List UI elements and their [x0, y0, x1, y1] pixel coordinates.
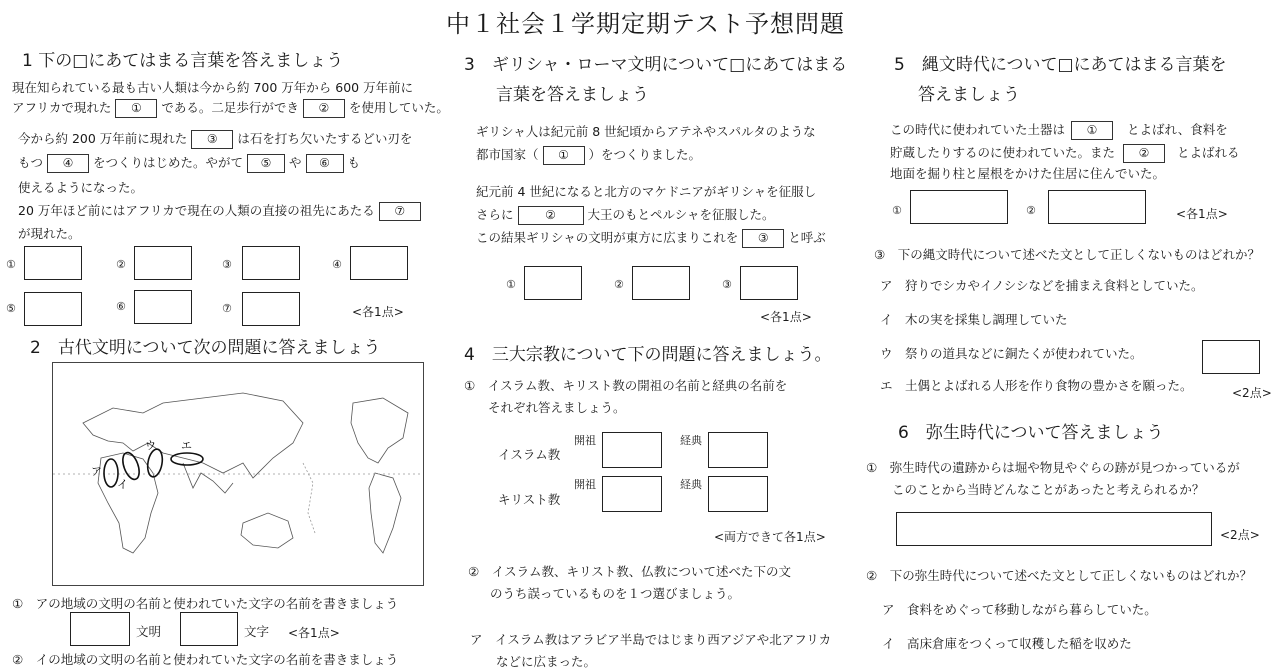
q5-p3: 地面を掘り柱と屋根をかけた住居に住んでいた。 [890, 166, 1166, 181]
q4-a1a: ア イスラム教はアラビア半島ではじまり西アジアや北アフリカ [470, 632, 832, 647]
answer-box-1[interactable] [24, 246, 82, 280]
q2-sub2: ② イの地域の文明の名前と使われていた文字の名前を書きましょう [12, 652, 399, 667]
blank-6: ⑥ [306, 154, 344, 173]
q3-p1b: 都市国家（ ① ）をつくりました。 [476, 145, 701, 165]
script-label: 文字 [244, 624, 270, 639]
world-map [52, 362, 424, 586]
q1-heading: 1 下の□にあてはまる言葉を答えましょう [22, 51, 344, 71]
q5-points-2: <2点> [1232, 386, 1272, 400]
ans-label-3: ③ [222, 258, 232, 271]
q5-heading-1: 5 縄文時代について□にあてはまる言葉を [894, 55, 1227, 75]
blank-7: ⑦ [379, 202, 421, 221]
answer-box-2[interactable] [134, 246, 192, 280]
q5-opt-e: エ 土偶とよばれる人形を作り食物の豊かさを願った。 [880, 378, 1193, 393]
answer-box-7[interactable] [242, 292, 300, 326]
q1-line6: 20 万年ほど前にはアフリカで現在の人類の直接の祖先にあたる ⑦ [18, 201, 425, 221]
blank-2: ② [303, 99, 345, 118]
q4-s2b: のうち誤っているものを１つ選びましょう。 [490, 586, 741, 601]
q3-points: <各1点> [760, 310, 812, 324]
q3-heading-1: 3 ギリシャ・ローマ文明について□にあてはまる [464, 55, 848, 75]
q6-s1b: このことから当時どんなことがあったと考えられるか？ [892, 482, 1205, 497]
blank-4: ④ [47, 154, 89, 173]
q1-line5: 使えるようになった。 [18, 180, 144, 195]
q3-blank-3: ③ [742, 229, 784, 248]
q4-points: <両方できて各1点> [714, 530, 826, 544]
q1-line3: 今から約 200 万年前に現れた ③ は石を打ち欠いたするどい刃を [18, 129, 412, 149]
q3-p2b: さらに ② 大王のもとペルシャを征服した。 [476, 205, 774, 225]
ans-label-1: ① [6, 258, 16, 271]
islam-scripture-box[interactable] [708, 432, 768, 468]
q5-opt-a: ア 狩りでシカやイノシシなどを捕まえ食料としていた。 [880, 278, 1204, 293]
q6-answer-box-1[interactable] [896, 512, 1212, 546]
q1-line2: アフリカで現れた ① である。二足歩行ができ ② を使用していた。 [12, 98, 449, 118]
blank-5: ⑤ [247, 154, 285, 173]
q6-heading: 6 弥生時代について答えましょう [898, 423, 1164, 443]
q3-ans-label-2: ② [614, 278, 624, 291]
q6-opt-a: ア 食料をめぐって移動しながら暮らしていた。 [882, 602, 1157, 617]
q5-p1: この時代に使われていた土器は ① とよばれ、食料を [890, 120, 1228, 140]
script-name-box[interactable] [180, 612, 238, 646]
ans-label-6: ⑥ [116, 300, 126, 313]
ans-label-2: ② [116, 258, 126, 271]
blank-1: ① [115, 99, 157, 118]
q6-s1a: ① 弥生時代の遺跡からは堀や物見やぐらの跡が見つかっているが [866, 460, 1240, 475]
q2-heading: 2 古代文明について次の問題に答えましょう [30, 338, 381, 358]
q1-line4: もつ ④ をつくりはじめた。やがて ⑤ や ⑥ も [18, 153, 360, 173]
q3-p2a: 紀元前 4 世紀になると北方のマケドニアがギリシャを征服し [476, 184, 817, 199]
civ-name-box[interactable] [70, 612, 130, 646]
islam-label: イスラム教 [498, 447, 561, 462]
map-label-e: エ [181, 439, 192, 452]
q3-blank-1: ① [543, 146, 585, 165]
q3-blank-2: ② [518, 206, 584, 225]
q6-opt-i: イ 高床倉庫をつくって収穫した稲を収めた [882, 636, 1132, 651]
civ-label: 文明 [136, 624, 162, 639]
world-map-image [53, 363, 423, 585]
q5-points: <各1点> [1176, 207, 1228, 221]
q5-opt-i: イ 木の実を採集し調理していた [880, 312, 1068, 327]
answer-box-4[interactable] [350, 246, 408, 280]
q5-answer-box-3[interactable] [1202, 340, 1260, 374]
q5-s3: ③ 下の縄文時代について述べた文として正しくないものはどれか？ [874, 247, 1260, 262]
q4-s1b: それぞれ答えましょう。 [488, 400, 626, 415]
q2-sub1: ① アの地域の文明の名前と使われていた文字の名前を書きましょう [12, 596, 399, 611]
q3-p1a: ギリシャ人は紀元前 8 世紀頃からアテネやスパルタのような [476, 124, 816, 139]
map-label-u: ウ [145, 439, 156, 452]
q5-answer-box-2[interactable] [1048, 190, 1146, 224]
map-label-i: イ [117, 478, 128, 491]
q3-ans-label-3: ③ [722, 278, 732, 291]
q4-heading: 4 三大宗教について下の問題に答えましょう。 [464, 345, 832, 365]
answer-box-5[interactable] [24, 292, 82, 326]
q1-line7: が現れた。 [18, 226, 81, 241]
page-title: 中１社会１学期定期テスト予想問題 [446, 10, 846, 38]
q5-ans-label-1: ① [892, 204, 902, 217]
ans-label-7: ⑦ [222, 302, 232, 315]
islam-scripture-label: 経典 [680, 434, 702, 447]
q5-blank-2: ② [1123, 144, 1165, 163]
q5-blank-1: ① [1071, 121, 1113, 140]
q6-points: <2点> [1220, 528, 1260, 542]
blank-3: ③ [191, 130, 233, 149]
christ-founder-label: 開祖 [574, 478, 596, 491]
q2-points: <各1点> [288, 626, 340, 640]
q5-heading-2: 答えましょう [918, 85, 1020, 105]
q3-answer-box-1[interactable] [524, 266, 582, 300]
q3-answer-box-3[interactable] [740, 266, 798, 300]
ans-label-5: ⑤ [6, 302, 16, 315]
q3-p2d: この結果ギリシャの文明が東方に広まりこれを ③ と呼ぶ [476, 228, 826, 248]
q1-line1: 現在知られている最も古い人類は今から約 700 万年から 600 万年前に [12, 80, 414, 95]
answer-box-6[interactable] [134, 290, 192, 324]
christ-label: キリスト教 [498, 492, 561, 507]
q1-points: <各1点> [352, 305, 404, 319]
q4-a1b: などに広まった。 [496, 654, 597, 669]
q5-opt-u: ウ 祭りの道具などに銅たくが使われていた。 [880, 346, 1143, 361]
christ-founder-box[interactable] [602, 476, 662, 512]
islam-founder-label: 開祖 [574, 434, 596, 447]
islam-founder-box[interactable] [602, 432, 662, 468]
q4-s1a: ① イスラム教、キリスト教の開祖の名前と経典の名前を [464, 378, 788, 393]
q3-answer-box-2[interactable] [632, 266, 690, 300]
q5-ans-label-2: ② [1026, 204, 1036, 217]
answer-box-3[interactable] [242, 246, 300, 280]
q3-heading-2: 言葉を答えましょう [496, 85, 649, 105]
map-label-a: ア [91, 465, 102, 478]
ans-label-4: ④ [332, 258, 342, 271]
q5-answer-box-1[interactable] [910, 190, 1008, 224]
christ-scripture-label: 経典 [680, 478, 702, 491]
q3-ans-label-1: ① [506, 278, 516, 291]
q5-p2: 貯蔵したりするのに使われていた。また ② とよばれる [890, 143, 1240, 163]
christ-scripture-box[interactable] [708, 476, 768, 512]
q4-s2a: ② イスラム教、キリスト教、仏教について述べた下の文 [468, 564, 791, 579]
q6-s2: ② 下の弥生時代について述べた文として正しくないものはどれか？ [866, 568, 1252, 583]
